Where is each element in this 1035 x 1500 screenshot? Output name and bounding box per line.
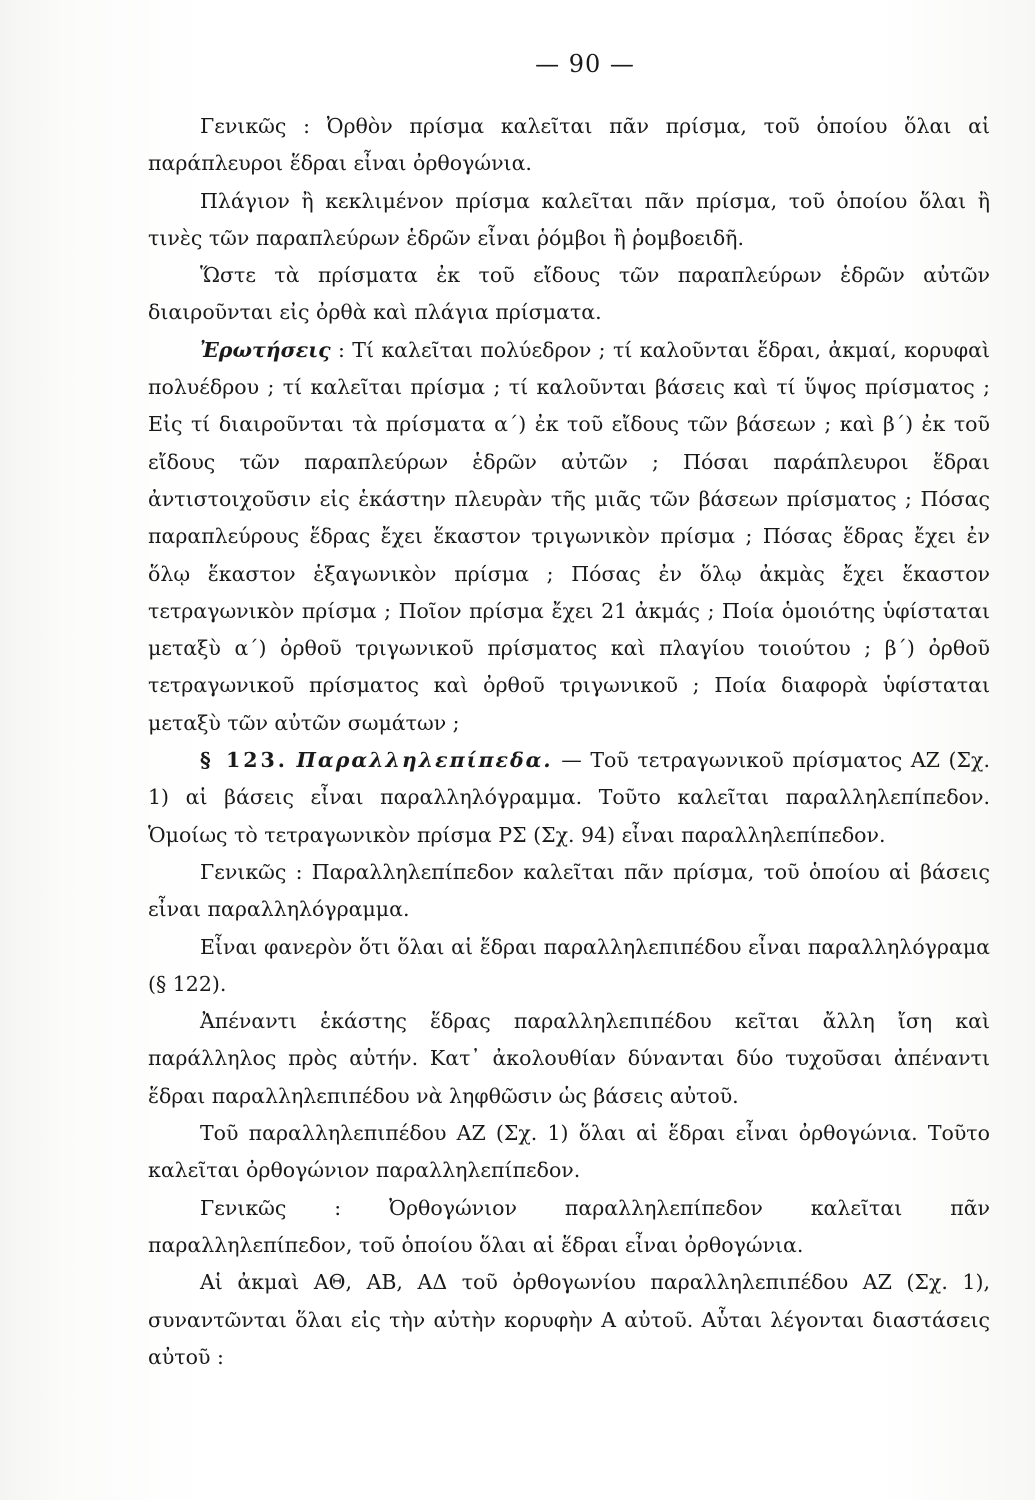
- section-number: § 123.: [200, 748, 288, 773]
- page-number: — 90 —: [535, 50, 635, 78]
- section-intro-text: — Τοῦ τετραγωνικοῦ πρίσματος ΑΖ (Σχ. 1) αἱ βάσεις εἶναι παραλληλόγραμμα. Τοῦτο καλεῖται παραλληλεπίπεδον. Ὁμοίως τὸ τετραγωνικὸν πρίσμα ΡΣ (Σχ. 94) εἶναι παραλληλεπίπεδον.: [148, 748, 990, 847]
- paragraph-oblique-prism-definition: Πλάγιον ἢ κεκλιμένον πρίσμα καλεῖται πᾶν πρίσμα, τοῦ ὁποίου ὅλαι ἢ τινὲς τῶν παραπλεύρων ἑδρῶν εἶναι ῥόμβοι ἢ ῥομβοειδῆ.: [148, 188, 990, 250]
- paragraph-opposite-faces: Ἀπέναντι ἑκάστης ἕδρας παραλληλεπιπέδου κεῖται ἄλλη ἴση καὶ παράλληλος πρὸς αὐτήν. Κατ᾽ ἀκολουθίαν δύνανται δύο τυχοῦσαι ἀπέναντι ἕδραι παραλληλεπιπέδου νὰ ληφθῶσιν ὡς βάσεις αὐτοῦ.: [148, 1009, 990, 1108]
- paragraph-rectangular-definition: Γενικῶς : Ὀρθογώνιον παραλληλεπίπεδον καλεῖται πᾶν παραλληλεπίπεδον, τοῦ ὁποίου ὅλαι αἱ ἕδραι εἶναι ὀρθογώνια.: [148, 1195, 990, 1257]
- paragraph-section-123: [148, 742, 990, 854]
- questions-text: : Τί καλεῖται πολύεδρον ; τί καλοῦνται ἕδραι, ἀκμαί, κορυφαὶ πολυέδρου ; τί καλεῖται πρίσμα ; τί καλοῦνται βάσεις καὶ τί ὕψος πρίσματος ; Εἰς τί διαιροῦνται τὰ πρίσματα α΄) ἐκ τοῦ εἴδους τῶν βάσεων ; καὶ β΄) ἐκ τοῦ εἴδους τῶν παραπλεύρων ἑδρῶν αὐτῶν ; Πόσαι παράπλευροι ἕδραι ἀντιστοιχοῦσιν εἰς ἑκάστην πλευρὰν τῆς μιᾶς τῶν βάσεων πρίσματος ; Πόσας παραπλεύρους ἕδρας ἔχει ἕκαστον τριγωνικὸν πρίσμα ; Πόσας ἕδρας ἔχει ἐν ὅλῳ ἕκαστον ἑξαγωνικὸν πρίσμα ; Πόσας ἐν ὅλῳ ἀκμὰς ἔχει ἕκαστον τετραγωνικὸν πρίσμα ; Ποῖον πρίσμα ἔχει 21 ἀκμάς ; Ποία ὁμοιότης ὑφίσταται μεταξὺ α΄) ὀρθοῦ τριγωνικοῦ πρίσματος καὶ πλαγίου τοιούτου ; β΄) ὀρθοῦ τετραγωνικοῦ πρίσματος καὶ ὀρθοῦ τριγωνικοῦ ; Ποία διαφορὰ ὑφίσταται μεταξὺ τῶν αὐτῶν σωμάτων ;: [148, 337, 990, 735]
- paragraph-dimensions: Αἱ ἀκμαὶ ΑΘ, ΑΒ, ΑΔ τοῦ ὀρθογωνίου παραλληλεπιπέδου ΑΖ (Σχ. 1), συναντῶνται ὅλαι εἰς τὴν αὐτὴν κορυφὴν Α αὐτοῦ. Αὗται λέγονται διαστάσεις αὐτοῦ :: [148, 1270, 990, 1369]
- questions-label: Ἐρωτήσεις: [200, 337, 331, 362]
- paragraph-parallelepiped-definition: Γενικῶς : Παραλληλεπίπεδον καλεῖται πᾶν πρίσμα, τοῦ ὁποίου αἱ βάσεις εἶναι παραλληλόγραμμα.: [148, 859, 990, 922]
- section-title: Παραλληλεπίπεδα.: [296, 748, 553, 773]
- paragraph-rectangular-example: Τοῦ παραλληλεπιπέδου ΑΖ (Σχ. 1) ὅλαι αἱ ἕδραι εἶναι ὀρθογώνια. Τοῦτο καλεῖται ὀρθογώνιον παραλληλεπίπεδον.: [148, 1121, 990, 1183]
- page-body: [148, 108, 990, 1376]
- paragraph-prism-classification: Ὥστε τὰ πρίσματα ἐκ τοῦ εἴδους τῶν παραπλεύρων ἑδρῶν αὐτῶν διαιροῦνται εἰς ὀρθὰ καὶ πλάγια πρίσματα.: [148, 263, 990, 325]
- paragraph-questions: [148, 332, 990, 742]
- paragraph-faces-parallelograms: Εἶναι φανερὸν ὅτι ὅλαι αἱ ἕδραι παραλληλεπιπέδου εἶναι παραλληλόγραμα (§ 122).: [148, 934, 990, 996]
- paragraph-right-prism-definition: Γενικῶς : Ὀρθὸν πρίσμα καλεῖται πᾶν πρίσμα, τοῦ ὁποίου ὅλαι αἱ παράπλευροι ἕδραι εἶναι ὀρθογώνια.: [148, 114, 990, 176]
